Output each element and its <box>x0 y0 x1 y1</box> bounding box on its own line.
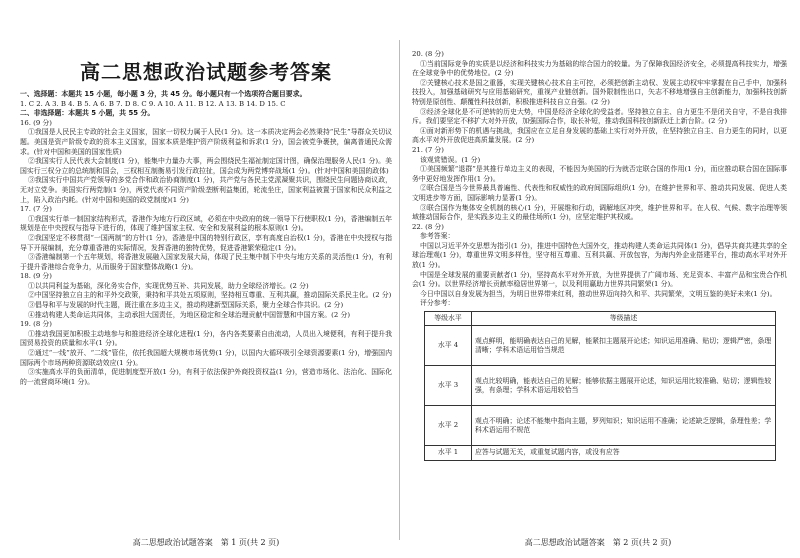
q17-header: 17. (7 分) <box>20 205 52 214</box>
q20-point: ③经济全球化是不可逆转的历史大势，中国是经济全球化的受益者。坚持独立自主、自力更生不是闭关自守，不是自我排斥。我们要坚定不移扩大对外开放，加强国际合作，取长补短，推动我国科技创新跃迁上新台阶。(2 分) <box>412 107 787 126</box>
q21-point: ③联合国作为集体安全机制的核心(1 分)，开展维和行动，调解地区冲突，维护世界和平。在人权、气候、数字治理等领域推动国际合作，是实践多边主义的最佳场所(1 分)，应坚定维护其权威。 <box>412 203 787 222</box>
q22-header: 22. (8 分) <box>412 222 444 231</box>
page-title: 高二思想政治试题参考答案 <box>80 60 332 84</box>
column-divider <box>399 40 400 540</box>
rubric-header-level: 等级水平 <box>425 312 472 326</box>
rubric-level: 水平 4 <box>425 326 472 366</box>
q22-reference-label: 参考答案： <box>420 232 455 241</box>
q19-point: ②通过“一线”放开、“二线”管住，依托我国超大规模市场优势(1 分)，以国内大循环吸引全球资源要素(1 分)，增强国内国际两个市场两种资源联动效应(1 分)。 <box>20 349 392 367</box>
q22-reference-para: 中国是全球发展的重要贡献者(1 分)，坚持高水平对外开放，为世界提供了广阔市场、充足资本、丰富产品和宝贵合作机会(1 分)。以世界经济增长贡献率稳居世界第一，以及利用赢助力世界共同繁荣(1 分)。 <box>412 270 787 289</box>
rubric-row <box>425 446 776 460</box>
scoring-rubric-table <box>424 311 776 461</box>
q19-point: ①推动我国更加积极主动地参与和推进经济全球化进程(1 分)，各内各类要素自由流动，人员出入境便利，有利于提升我国贸易投资的质量和水平(1 分)。 <box>20 329 392 348</box>
q17-point: ③香港编制第一个五年规划，将香港发展融入国家发展大局，体现了民主集中制下中央与地方关系的灵活性(1 分)，有利于提升香港综合竞争力，从而服务于国家整体战略(1 分)。 <box>20 253 392 271</box>
rubric-level: 水平 3 <box>425 366 472 406</box>
left-column <box>20 90 392 387</box>
q18-header: 18. (9 分) <box>20 272 52 281</box>
choice-answers: 1. C 2. A 3. B 4. B 5. A 6. B 7. D 8. C 9. A 10. A 11. B 12. A 13. B 14. D 15. C <box>20 99 286 108</box>
rubric-row <box>425 406 776 446</box>
q16-point: ②我国实行人民代表大会制度(1 分)，能集中力量办大事，两会围绕民生福祉制定国计图，确保治理服务人民(1 分)。美国实行三权分立的总统制和国会，三权相互制衡易引发行政拉扯，国会成为两党博弈战场(1 分)。(针对中国和美国的政体) <box>20 157 392 175</box>
q18-point: ④推动构建人类命运共同体，主动承担大国责任，为地区稳定和全球治理贡献中国智慧和中国方案。(2 分) <box>28 310 351 319</box>
right-column <box>412 50 787 461</box>
q22-rubric-label: 评分参考： <box>420 299 455 308</box>
q19-point: ③实施高水平的负面清单，促进制度型开放(1 分)，有利于依法保护外商投资权益(1 分)，营造市场化、法治化、国际化的一流营商环境(1 分)。 <box>20 368 392 386</box>
q18-point: ②中国坚持独立自主的和平外交政策，秉持和平共处五项原则，坚持相互尊重、互利共赢，推动国际关系民主化。(2 分) <box>28 291 392 300</box>
section-1-header: 一、选择题：本题共 15 小题，每小题 3 分，共 45 分。每小题只有一个选项符合题目要求。 <box>20 90 307 98</box>
rubric-level: 水平 1 <box>425 446 472 460</box>
rubric-header-row <box>425 312 776 326</box>
q21-header: 21. (7 分) <box>412 145 444 154</box>
page-footer-2: 高二思想政治试题答案 第 2 页(共 2 页) <box>524 538 672 547</box>
rubric-row <box>425 326 776 366</box>
rubric-description: 观点鲜明，能明确表达自己的见解，能紧扣主题展开论述；知识运用准确、贴切；逻辑严密，条理清晰；学科术语运用恰当规范 <box>472 326 776 366</box>
q19-header: 19. (8 分) <box>20 320 52 329</box>
q22-reference-para: 今日中国以自身发展为担当，为明日世界带来红利，推动世界迈向持久和平、共同繁荣，文明互鉴的美好未来(1 分)。 <box>420 289 777 298</box>
rubric-description: 观点比较明确，能表达自己的见解；能够依据主题展开论述，知识运用比较准确、贴切；逻辑性较强，有条理；学科术语运用较恰当 <box>472 366 776 406</box>
q22-reference-para: 中国以习近平外交思想为指引(1 分)，推进中国特色大国外交，推动构建人类命运共同体(1 分)，倡导共商共建共享的全球治理观(1 分)，尊重世界文明多样性，坚守相互尊重、互利共赢、开放包容，为海内外企业搭建平台，推动高水平对外开放(1 分)。 <box>412 241 787 270</box>
q16-point: ①我国是人民民主专政的社会主义国家，国家一切权力属于人民(1 分)。这一本质决定两会必然秉持“民生”导群众关切议题。美国是资产阶级专政的资本主义国家，国家本质是维护资产阶级利益和诉求(1 分)，国会被党争裹挟，偏离普通民众需求。(针对中国和美国的国家性质) <box>20 128 392 156</box>
q21-point: ②联合国是当今世界最具普遍性、代表性和权威性的政府间国际组织(1 分)，在维护世界和平、推动共同发展、促进人类文明进步等方面，国际影响力显著(1 分)。 <box>412 184 787 202</box>
rubric-level: 水平 2 <box>425 406 472 446</box>
q17-point: ②我国坚定不移贯彻“一国两制”的方针(1 分)，香港是中国的特别行政区，享有高度自治权(1 分)，香港在中央授权与指导下开展编制，充分尊重香港的实际情况，发挥香港的独特优势，促进香港繁荣稳定(1 分)。 <box>20 233 392 252</box>
q20-header: 20. (8 分) <box>412 50 444 58</box>
rubric-row <box>425 366 776 406</box>
q17-point: ①我国实行单一制国家结构形式，香港作为地方行政区域，必须在中央政府的统一领导下行使职权(1 分)，香港编制五年规划是在中央授权与指导下进行的，体现了维护国家主权、安全和发展利益的根本原则(1 分)。 <box>20 214 392 233</box>
q21-verdict: 该观赏错误。(1 分) <box>420 155 481 164</box>
q21-point: ①美国频繁“退群”是其推行单边主义的表现，不能因为美国的行为就否定联合国的作用(1 分)，而应推动联合国在国际事务中更好地发挥作用(1 分)。 <box>412 165 787 183</box>
q16-header: 16. (9 分) <box>20 118 52 127</box>
q18-point: ③倡导和平与发展的时代主题，既注重在多边主义，推动构建新型国际关系，聚力全球合作共识。(2 分) <box>28 301 344 310</box>
q20-point: ④面对新形势下的机遇与挑战，我国应在立足自身发展的基础上实行对外开放，在坚持独立自主、自力更生的同时，以更高水平对外开放促进高质量发展。(2 分) <box>412 126 787 145</box>
rubric-header-description: 等级描述 <box>472 312 776 326</box>
q16-point: ③我国实行中国共产党领导的多党合作和政治协商制度(1 分)，共产党与各民主党派凝聚共识，围绕民生问题协商议政，无对立党争。美国实行两党制(1 分)，两党代表不同资产阶级垄断利益集团，轮流坐庄，国家利益被置于国家和民众利益之上，陷入政治内耗。(针对中国和美国的政党制度)(1 分) <box>20 176 392 204</box>
page-footer-1: 高二思想政治试题答案 第 1 页(共 2 页) <box>132 538 280 547</box>
q20-point: ②关键核心技术是国之重器，实现关键核心技术自主可控，必须把创新主动权、发展主动权牢牢掌握在自己手中，加强科技投入，加强基础研究与应用基础研究，重视产业链创新。国外限制性出口，矢志不移地增强自主创新能力，加强科技创新特别是原创性、颠覆性科技创新，积极推进科技自立自强。(2 分) <box>412 78 787 106</box>
rubric-description: 应答与试题无关，或重复试题内容，或没有应答 <box>472 446 776 460</box>
q20-point: ①当前国际竞争的实质是以经济和科技实力为基础的综合国力的较量。为了保障我国经济安全，必须提高科技实力，增强在全球竞争中的优势地位。(2 分) <box>412 59 787 78</box>
q18-point: ①以共同利益为基础，深化务实合作，实现优势互补、共同发展，助力全球经济增长。(2 分) <box>28 281 309 290</box>
section-2-header: 二、非选择题：本题共 5 小题，共 55 分。 <box>20 109 155 118</box>
rubric-description: 观点不明确；论述不能集中指向主题，罗列知识；知识运用不准确；论述缺乏逻辑，条理性差；学科术语运用不规范 <box>472 406 776 446</box>
